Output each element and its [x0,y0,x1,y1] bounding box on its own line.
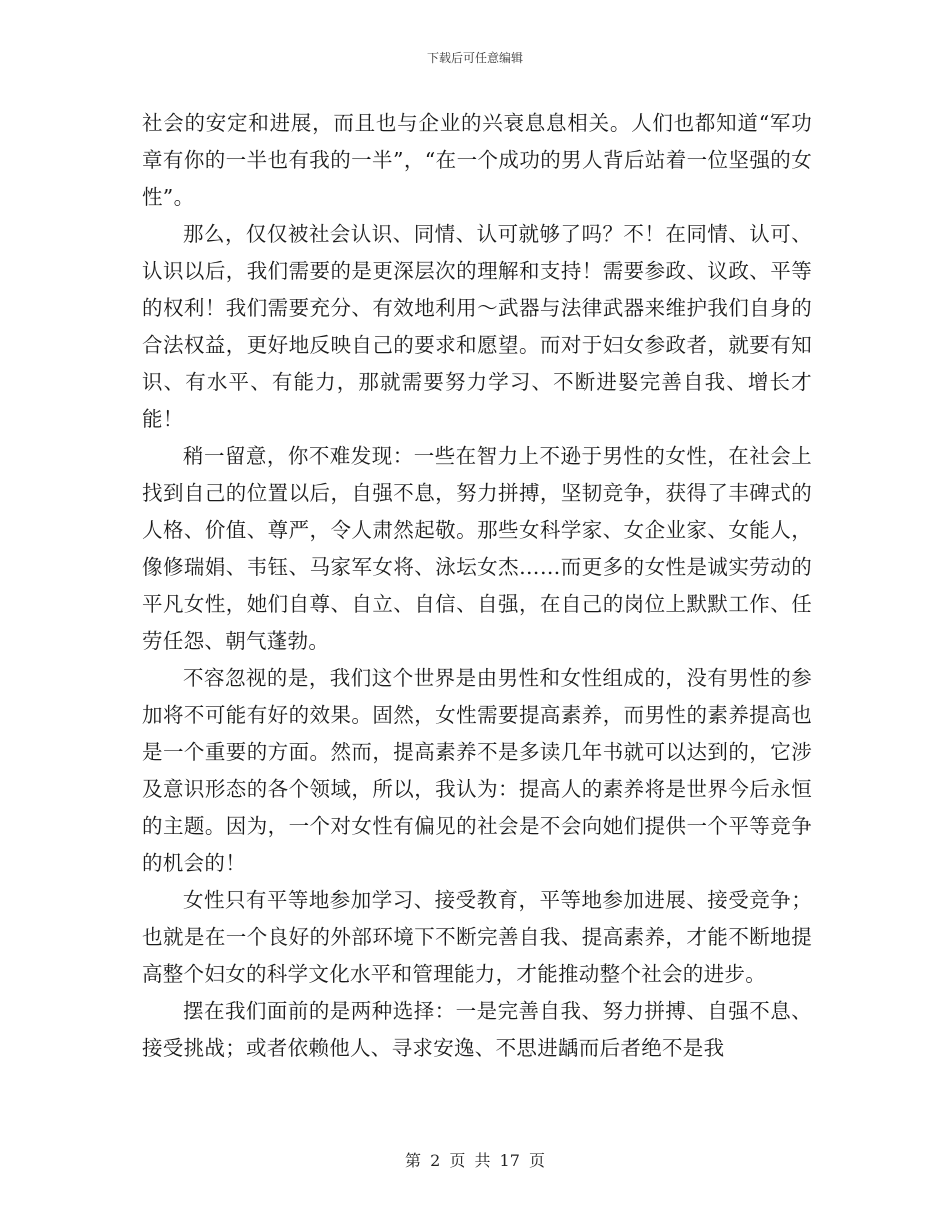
paragraph-6: 摆在我们面前的是两种选择：一是完善自我、努力拼搏、自强不息、接受挑战；或者依赖他人、寻求安逸、不思进龋而后者绝不是我 [142,999,812,1060]
page-footer: 第 2 页 共 17 页 [405,1151,545,1170]
paragraph-5: 女性只有平等地参加学习、接受教育，平等地参加进展、接受竞争；也就是在一个良好的外部环境下不断完善自我、提高素养，才能不断地提高整个妇女的科学文化水平和管理能力，才能推动整个社会的进步。 [142,888,812,986]
document-body [142,105,812,1067]
paragraph-1: 社会的安定和进展，而且也与企业的兴衰息息相关。人们也都知道“军功章有你的一半也有我的一半”，“在一个成功的男人背后站着一位坚强的女性”。 [142,111,812,209]
paragraph-2: 那么，仅仅被社会认识、同情、认可就够了吗？不！在同情、认可、认识以后，我们需要的是更深层次的理解和支持！需要参政、议政、平等的权利！我们需要充分、有效地利用～武器与法律武器来维护我们自身的合法权益，更好地反映自己的要求和愿望。而对于妇女参政者，就要有知识、有水平、有能力，那就需要努力学习、不断进婜完善自我、增长才能！ [142,222,812,431]
paragraph-4: 不容忽视的是，我们这个世界是由男性和女性组成的，没有男性的参加将不可能有好的效果。固然，女性需要提高素养，而男性的素养提高也是一个重要的方面。然而，提高素养不是多读几年书就可以达到的，它涉及意识形态的各个领域，所以，我认为：提高人的素养将是世界今后永恒的主题。因为，一个对女性有偏见的社会是不会向她们提供一个平等竞争的机会的！ [142,666,812,875]
page-header: 下载后可任意编辑 [426,51,523,65]
paragraph-3: 稍一留意，你不难发现：一些在智力上不逊于男性的女性，在社会上找到自己的位置以后，自强不息，努力拼搏，坚韧竞争，获得了丰碑式的人格、价值、尊严，令人肃然起敬。那些女科学家、女企业家、女能人，像修瑞娟、韦钰、马家军女将、泳坛女杰……而更多的女性是诚实劳动的平凡女性，她们自尊、自立、自信、自强，在自己的岗位上默默工作、任劳任怨、朝气蓬勃。 [142,444,812,653]
